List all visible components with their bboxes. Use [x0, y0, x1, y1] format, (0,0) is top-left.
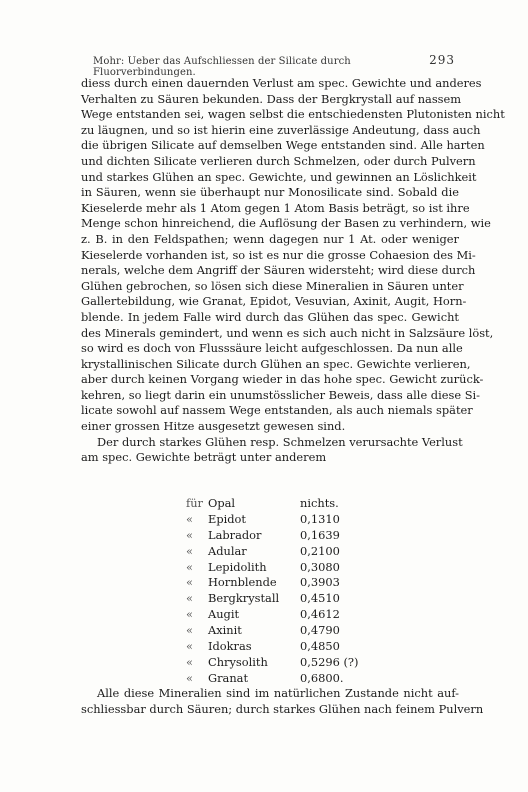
loss-value: 0,4790 [300, 623, 340, 638]
text-line: Menge schon hinreichend, die Auflösung der Basen zu verhindern, wie [81, 216, 491, 231]
text-line: am spec. Gewichte beträgt unter anderem [81, 450, 327, 465]
loss-value: 0,3080 [300, 559, 340, 574]
mineral-table [186, 496, 396, 687]
row-prefix: « [186, 607, 193, 622]
mineral-name: Lepidolith [208, 559, 267, 574]
table-row [186, 512, 396, 528]
table-row [186, 544, 396, 560]
text-line: Alle diese Mineralien sind im natürlichen Zustande nicht auf- [97, 686, 459, 700]
table-row [186, 591, 396, 607]
text-line: in Säuren, wenn sie überhaupt nur Monosilicate sind. Sobald die [81, 185, 459, 200]
text-line: licate sowohl auf nassem Wege entstanden, als auch niemals später [81, 403, 473, 418]
text-line: aber durch keinen Vorgang wieder in das hohe spec. Gewicht zurück- [81, 372, 484, 387]
row-prefix: « [186, 639, 193, 654]
mineral-name: Labrador [208, 527, 262, 542]
row-prefix: « [186, 511, 193, 526]
text-line: Kieselerde mehr als 1 Atom gegen 1 Atom Basis beträgt, so ist ihre [81, 200, 470, 215]
mineral-name: Augit [208, 607, 240, 622]
table-row [186, 671, 396, 687]
table-row [186, 655, 396, 671]
text-line: einer grossen Hitze ausgesetzt gewesen sind. [81, 419, 346, 434]
loss-value: 0,1639 [300, 527, 340, 542]
mineral-name: Opal [208, 496, 236, 510]
row-prefix: « [186, 654, 193, 669]
row-prefix: « [186, 527, 193, 542]
row-prefix: « [186, 670, 193, 685]
running-title: Mohr: Ueber das Aufschliessen der Silicate durch Fluorverbindungen. [93, 56, 351, 78]
text-line: die übrigen Silicate auf demselben Wege entstanden sind. Alle harten [81, 138, 485, 153]
mineral-name: Chrysolith [208, 654, 268, 669]
closing-paragraph [81, 686, 484, 717]
text-line: z. B. in den Feldspathen; wenn dagegen nur 1 At. oder weniger [81, 231, 459, 246]
text-line: blende. In jedem Falle wird durch das Glühen das spec. Gewicht [81, 309, 459, 324]
row-prefix: « [186, 559, 193, 574]
loss-value: nichts. [300, 496, 339, 510]
text-line: und starkes Glühen an spec. Gewichte, und gewinnen an Löslichkeit [81, 169, 477, 184]
loss-value: 0,4510 [300, 591, 340, 606]
table-row [186, 607, 396, 623]
mineral-name: Epidot [208, 511, 246, 526]
table-row [186, 528, 396, 544]
loss-value: 0,2100 [300, 543, 340, 558]
loss-value: 0,4612 [300, 607, 340, 622]
table-row [186, 496, 396, 512]
text-line: und dichten Silicate verlieren durch Schmelzen, oder durch Pulvern [81, 153, 476, 168]
text-line: kehren, so liegt darin ein unumstösslicher Beweis, dass alle diese Si- [81, 387, 480, 402]
text-line: Glühen gebrochen, so lösen sich diese Mineralien in Säuren unter [81, 278, 464, 293]
table-row [186, 575, 396, 591]
text-line: schliessbar durch Säuren; durch starkes Glühen nach feinem Pulvern [81, 701, 484, 716]
text-line: krystallinischen Silicate durch Glühen an spec. Gewichte verlieren, [81, 356, 471, 371]
row-prefix: « [186, 575, 193, 590]
running-header [93, 53, 455, 78]
text-line: so wird es doch von Flusssäure leicht aufgeschlossen. Da nun alle [81, 341, 463, 356]
mineral-name: Axinit [208, 623, 242, 638]
mineral-name: Bergkrystall [208, 591, 280, 606]
main-paragraph [81, 76, 505, 466]
table-row [186, 623, 396, 639]
table-row [186, 560, 396, 576]
row-prefix: « [186, 543, 193, 558]
row-prefix: « [186, 623, 193, 638]
mineral-name: Adular [208, 543, 247, 558]
text-line: Wege entstanden sei, wagen selbst die entschiedensten Plutonisten nicht [81, 107, 505, 122]
row-prefix: « [186, 591, 193, 606]
page-number: 293 [429, 53, 455, 67]
loss-value: 0,4850 [300, 639, 340, 654]
loss-value: 0,1310 [300, 511, 340, 526]
text-line: des Minerals gemindert, und wenn es sich auch nicht in Salzsäure löst, [81, 325, 494, 340]
text-line: zu läugnen, und so ist hierin eine zuverlässige Andeutung, dass auch [81, 122, 481, 137]
row-prefix: für [186, 496, 203, 510]
text-line: Der durch starkes Glühen resp. Schmelzen verursachte Verlust [97, 434, 463, 449]
loss-value: 0,3903 [300, 575, 340, 590]
table-row [186, 639, 396, 655]
loss-value: 0,6800. [300, 670, 344, 685]
mineral-name: Hornblende [208, 575, 277, 590]
text-line: Verhalten zu Säuren bekunden. Dass der Bergkrystall auf nassem [81, 91, 462, 106]
text-line: diess durch einen dauernden Verlust am spec. Gewichte und anderes [81, 76, 482, 90]
text-line: Kieselerde vorhanden ist, so ist es nur die grosse Cohaesion des Mi- [81, 247, 476, 262]
mineral-name: Granat [208, 670, 249, 685]
text-line: Gallertebildung, wie Granat, Epidot, Vesuvian, Axinit, Augit, Horn- [81, 294, 467, 309]
text-line: nerals, welche dem Angriff der Säuren widersteht; wird diese durch [81, 263, 476, 278]
mineral-name: Idokras [208, 639, 252, 654]
loss-value: 0,5296 (?) [300, 654, 359, 669]
